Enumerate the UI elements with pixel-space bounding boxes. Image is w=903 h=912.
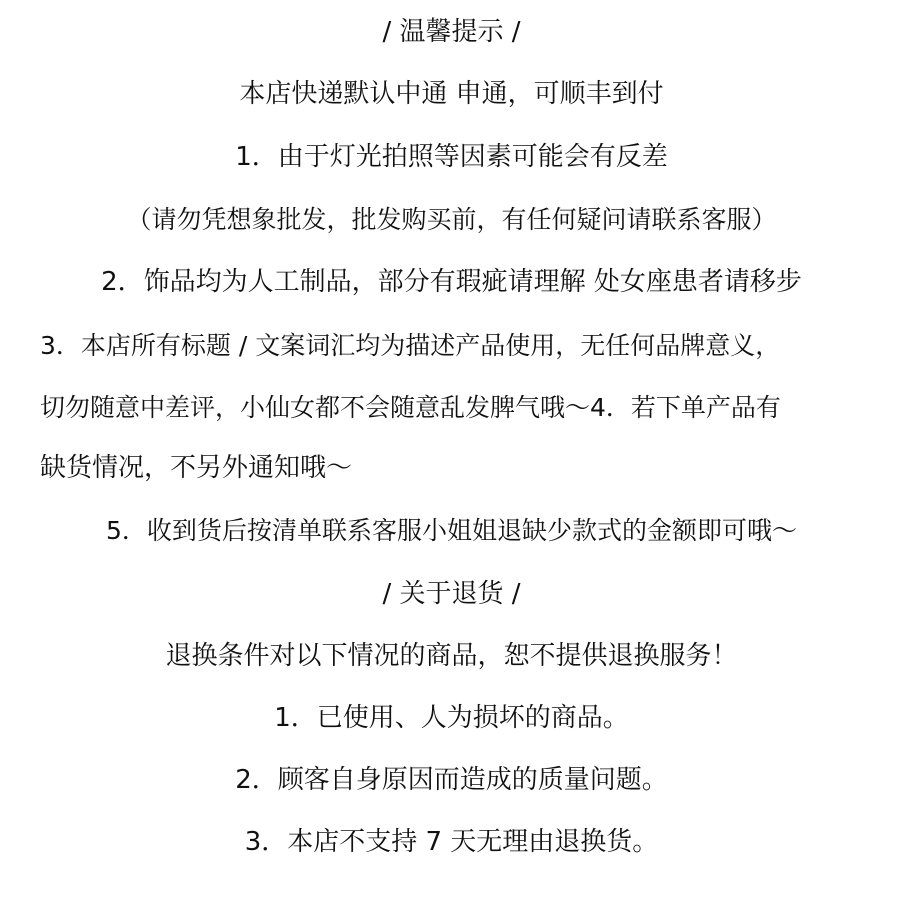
tip-item-2: 2．饰品均为人工制品，部分有瑕疵请理解 处女座患者请移步 <box>101 267 802 297</box>
returns-item-3: 3．本店不支持 7 天无理由退换货。 <box>244 827 659 857</box>
tip-item-3-line-3: 缺货情况，不另外通知哦～ <box>40 453 353 483</box>
warm-tips-title: / 温馨提示 / <box>382 17 521 47</box>
tip-item-3-line-2: 切勿随意中差评，小仙女都不会随意乱发脾气哦～4．若下单产品有 <box>40 393 781 422</box>
returns-item-1: 1．已使用、人为损坏的商品。 <box>274 703 629 733</box>
returns-item-2: 2．顾客自身原因而造成的质量问题。 <box>235 765 668 795</box>
returns-title: / 关于退货 / <box>382 579 521 609</box>
tip-item-1: 1．由于灯光拍照等因素可能会有反差 <box>235 142 668 172</box>
tip-item-3-line-1: 3．本店所有标题 / 文案词汇均为描述产品使用，无任何品牌意义， <box>40 331 781 360</box>
tip-item-1-note: （请勿凭想象批发，批发购买前，有任何疑问请联系客服） <box>126 205 777 234</box>
returns-intro: 退换条件对以下情况的商品，恕不提供退换服务！ <box>165 641 738 671</box>
express-info: 本店快递默认中通 申通，可顺丰到付 <box>239 79 664 109</box>
tip-item-5: 5．收到货后按清单联系客服小姐姐退缺少款式的金额即可哦～ <box>106 516 797 545</box>
